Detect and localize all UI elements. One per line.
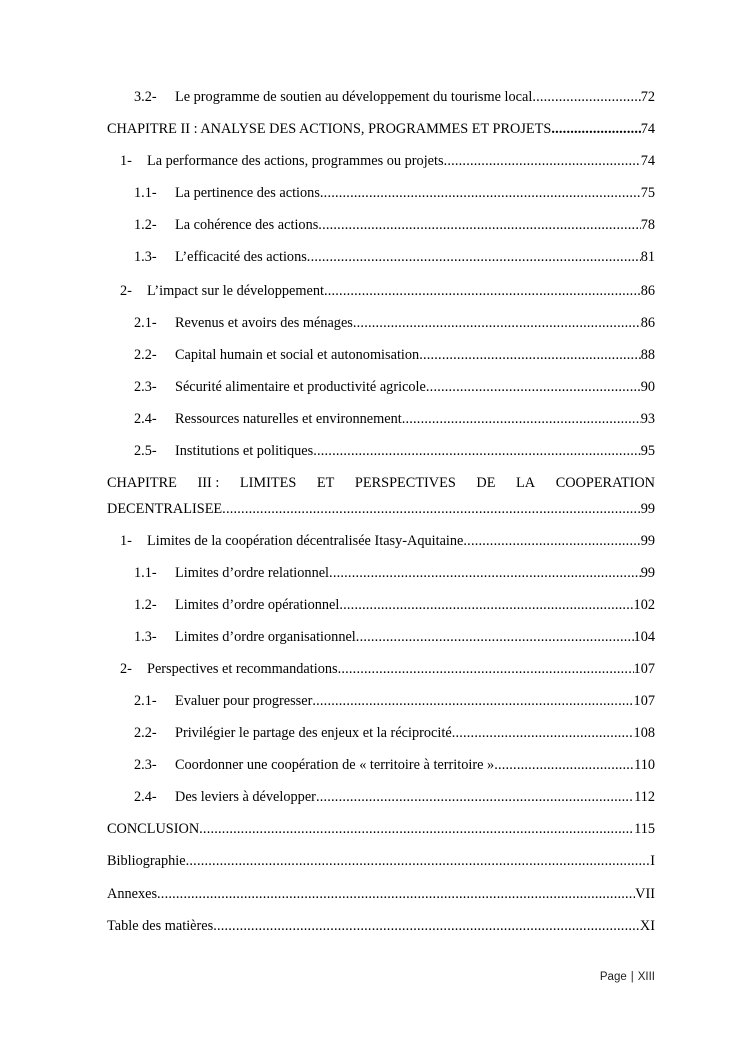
toc-entry[interactable] xyxy=(120,281,655,301)
toc-entry[interactable] xyxy=(134,377,655,397)
toc-entry[interactable] xyxy=(134,691,655,711)
toc-leader-dots xyxy=(419,345,641,365)
toc-entry-number: 1- xyxy=(120,533,132,549)
toc-leader-dots xyxy=(312,691,633,711)
toc-entry-page: 86 xyxy=(640,283,655,299)
toc-entry[interactable] xyxy=(107,819,655,839)
toc-entry-title: CONCLUSION xyxy=(107,821,200,837)
toc-leader-dots xyxy=(356,627,634,647)
toc-leader-dots xyxy=(318,215,640,235)
toc-entry-title: Perspectives et recommandations xyxy=(147,661,338,677)
toc-leader-dots xyxy=(426,377,641,397)
toc-entry-page: 115 xyxy=(634,821,655,837)
toc-entry-page: 74 xyxy=(640,153,655,169)
toc-leader-dots xyxy=(402,409,641,429)
toc-entry[interactable] xyxy=(120,151,655,171)
toc-entry-title: Limites d’ordre organisationnel xyxy=(175,629,356,645)
toc-entry-title: Sécurité alimentaire et productivité agricole xyxy=(175,379,426,395)
toc-entry-title: La performance des actions, programmes ou projets xyxy=(147,153,444,169)
toc-entry-title: L’efficacité des actions xyxy=(175,249,307,265)
toc-entry-page: 74 xyxy=(640,121,655,137)
toc-entry-title: Table des matières xyxy=(107,918,214,934)
toc-entry-page: 110 xyxy=(634,757,655,773)
toc-entry-number: 2.3- xyxy=(134,757,157,773)
toc-entry-title: Annexes xyxy=(107,886,158,902)
toc-entry-title: Limites d’ordre opérationnel xyxy=(175,597,340,613)
toc-leader-dots xyxy=(307,247,641,267)
toc-entry[interactable] xyxy=(134,409,655,429)
toc-entry-title: Le programme de soutien au développement du tourisme local xyxy=(175,89,533,105)
footer-page-number: XIII xyxy=(637,971,655,983)
footer-separator: | xyxy=(630,971,634,983)
toc-entry-page: 86 xyxy=(640,315,655,331)
toc-leader-dots xyxy=(222,499,641,519)
toc-entry-number: 2.1- xyxy=(134,315,157,331)
toc-leader-dots xyxy=(316,787,634,807)
toc-entry-title: Limites d’ordre relationnel xyxy=(175,565,330,581)
toc-entry-number: 1.3- xyxy=(134,629,157,645)
toc-entry-page: 107 xyxy=(633,661,655,677)
toc-leader-dots xyxy=(494,755,634,775)
toc-entry-title: Bibliographie xyxy=(107,853,186,869)
toc-entry-page: 88 xyxy=(640,347,655,363)
heading-word: PERSPECTIVES xyxy=(354,475,456,491)
toc-entry[interactable] xyxy=(134,215,655,235)
toc-leader-dots xyxy=(452,723,634,743)
toc-leader-dots xyxy=(320,183,641,203)
toc-entry[interactable] xyxy=(107,851,655,871)
heading-word: CHAPITRE xyxy=(107,475,177,491)
toc-leader-dots xyxy=(213,916,640,936)
toc-entry[interactable] xyxy=(134,595,655,615)
toc-entry-number: 3.2- xyxy=(134,89,157,105)
toc-entry-title: Institutions et politiques xyxy=(175,443,314,459)
toc-entry-number: 2.4- xyxy=(134,789,157,805)
toc-leader-dots xyxy=(532,87,640,107)
toc-leader-dots xyxy=(313,441,641,461)
toc-leader-dots xyxy=(463,531,640,551)
toc-entry[interactable] xyxy=(134,441,655,461)
toc-entry[interactable] xyxy=(120,531,655,551)
toc-entry-title: Des leviers à développer xyxy=(175,789,316,805)
toc-entry-page: 99 xyxy=(640,501,655,517)
toc-entry-page: 75 xyxy=(640,185,655,201)
toc-entry-page: 95 xyxy=(640,443,655,459)
toc-entry-title: CHAPITRE II : ANALYSE DES ACTIONS, PROGRAMMES ET PROJETS xyxy=(107,121,552,137)
toc-chapter-heading-line[interactable] xyxy=(107,473,655,493)
toc-entry[interactable] xyxy=(134,723,655,743)
toc-entry-title: Limites de la coopération décentralisée Itasy-Aquitaine xyxy=(147,533,464,549)
toc-entry-title: L’impact sur le développement xyxy=(147,283,324,299)
toc-entry-page: 112 xyxy=(634,789,655,805)
toc-entry[interactable] xyxy=(134,755,655,775)
toc-entry-title: DECENTRALISEE xyxy=(107,501,223,517)
heading-word: ET xyxy=(316,475,335,491)
toc-entry-page: I xyxy=(650,853,655,869)
toc-entry-page: 93 xyxy=(640,411,655,427)
toc-chapter-entry[interactable] xyxy=(107,499,655,519)
toc-entry-page: 107 xyxy=(633,693,655,709)
toc-entry-page: 108 xyxy=(633,725,655,741)
toc-entry-number: 1- xyxy=(120,153,132,169)
toc-leader-dots xyxy=(199,819,634,839)
heading-word: LA xyxy=(516,475,536,491)
toc-leader-dots xyxy=(338,659,634,679)
toc-entry[interactable] xyxy=(134,563,655,583)
toc-entry-page: 72 xyxy=(640,89,655,105)
toc-entry[interactable] xyxy=(134,345,655,365)
toc-entry[interactable] xyxy=(134,313,655,333)
toc-entry-title: La pertinence des actions xyxy=(175,185,320,201)
footer-page-label: Page xyxy=(599,971,627,983)
toc-entry-number: 2.5- xyxy=(134,443,157,459)
toc-leader-dots xyxy=(444,151,641,171)
toc-entry-number: 1.2- xyxy=(134,597,157,613)
toc-entry-page: XI xyxy=(639,918,655,934)
toc-entry-page: 102 xyxy=(633,597,655,613)
toc-entry-title: Evaluer pour progresser xyxy=(175,693,313,709)
toc-entry-number: 2.4- xyxy=(134,411,157,427)
toc-entry-number: 2.2- xyxy=(134,347,157,363)
page-footer xyxy=(0,971,655,983)
toc-entry-title: Revenus et avoirs des ménages xyxy=(175,315,353,331)
toc-entry-page: 104 xyxy=(633,629,655,645)
toc-leader-dots xyxy=(157,884,635,904)
toc-leader-dots xyxy=(551,119,640,139)
heading-word: III : xyxy=(197,475,220,491)
toc-entry[interactable] xyxy=(134,247,655,267)
toc-entry-page: 78 xyxy=(640,217,655,233)
toc-chapter-entry[interactable] xyxy=(107,119,655,139)
toc-entry-number: 1.3- xyxy=(134,249,157,265)
toc-leader-dots xyxy=(186,851,651,871)
toc-entry-title: Capital humain et social et autonomisation xyxy=(175,347,420,363)
toc-entry-page: VII xyxy=(635,886,655,902)
toc-leader-dots xyxy=(339,595,633,615)
toc-entry-page: 81 xyxy=(640,249,655,265)
toc-entry-number: 2.2- xyxy=(134,725,157,741)
toc-entry[interactable] xyxy=(134,627,655,647)
heading-word: LIMITES xyxy=(239,475,297,491)
toc-entry-title: Ressources naturelles et environnement xyxy=(175,411,402,427)
toc-entry[interactable] xyxy=(134,183,655,203)
toc-entry-number: 1.2- xyxy=(134,217,157,233)
toc-entry-number: 1.1- xyxy=(134,185,157,201)
toc-entry-page: 99 xyxy=(640,565,655,581)
toc-entry-title: La cohérence des actions xyxy=(175,217,319,233)
toc-leader-dots xyxy=(324,281,641,301)
toc-entry-number: 2- xyxy=(120,661,132,677)
toc-entry-number: 2- xyxy=(120,283,132,299)
toc-entry-number: 1.1- xyxy=(134,565,157,581)
toc-leader-dots xyxy=(329,563,641,583)
toc-entry[interactable] xyxy=(107,916,655,936)
toc-entry-page: 90 xyxy=(640,379,655,395)
toc-entry-title: Coordonner une coopération de « territoire à territoire » xyxy=(175,757,495,773)
toc-entry-number: 2.3- xyxy=(134,379,157,395)
toc-entry-page: 99 xyxy=(640,533,655,549)
toc-entry-number: 2.1- xyxy=(134,693,157,709)
toc-leader-dots xyxy=(353,313,641,333)
toc-entry[interactable] xyxy=(134,787,655,807)
heading-word: COOPERATION xyxy=(555,475,655,491)
heading-word: DE xyxy=(476,475,496,491)
toc-entry[interactable] xyxy=(134,87,655,107)
toc-entry[interactable] xyxy=(120,659,655,679)
toc-entry[interactable] xyxy=(107,884,655,904)
toc-entry-title: Privilégier le partage des enjeux et la réciprocité xyxy=(175,725,452,741)
